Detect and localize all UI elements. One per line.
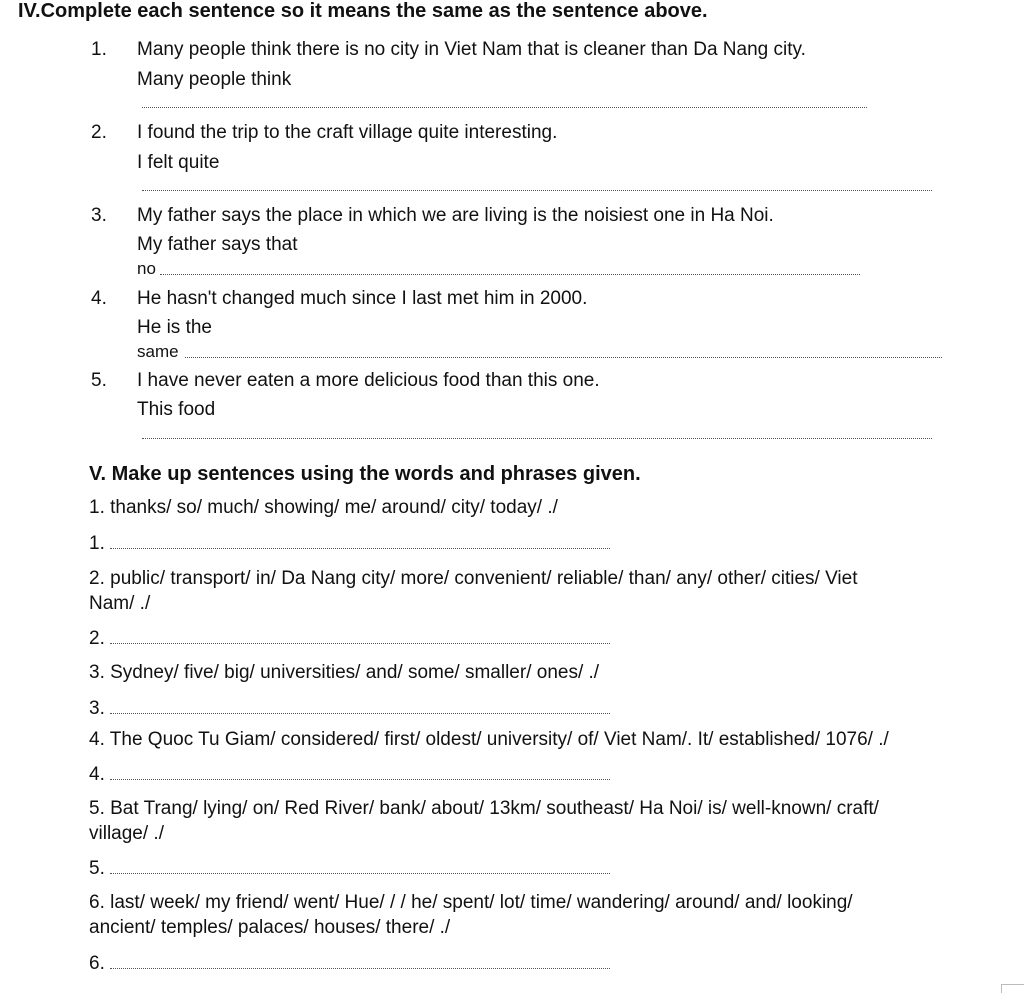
answer-line[interactable] (110, 779, 610, 780)
answer-number: 6. (89, 953, 105, 974)
answer-line[interactable] (110, 968, 610, 969)
section-5-heading: V. Make up sentences using the words and phrases given. (89, 463, 641, 485)
rewrite-start: Many people think (137, 69, 292, 90)
original-sentence: I found the trip to the craft village quite interesting. (137, 122, 558, 143)
answer-prompt: no (137, 259, 156, 278)
section-4-heading: IV.Complete each sentence so it means the same as the sentence above. (18, 0, 708, 22)
rewrite-start: My father says that (137, 234, 298, 255)
item-number: 4. (91, 288, 107, 309)
rewrite-start: This food (137, 399, 216, 420)
answer-line[interactable] (142, 107, 867, 108)
prompt-words: 1. thanks/ so/ much/ showing/ me/ around/ city/ today/ ./ (89, 497, 558, 518)
item-number: 2. (91, 122, 107, 143)
item-number: 5. (91, 370, 107, 391)
rewrite-start: I felt quite (137, 152, 220, 173)
answer-line[interactable] (142, 190, 932, 191)
answer-number: 3. (89, 698, 105, 719)
page-corner (1001, 984, 1024, 993)
answer-prompt: same (137, 342, 179, 361)
answer-line[interactable] (160, 274, 860, 275)
prompt-words-continued: village/ ./ (89, 823, 164, 844)
rewrite-start: He is the (137, 317, 212, 338)
answer-line[interactable] (110, 713, 610, 714)
answer-line[interactable] (185, 357, 942, 358)
answer-line[interactable] (110, 873, 610, 874)
prompt-words: 6. last/ week/ my friend/ went/ Hue/ / / he/ spent/ lot/ time/ wandering/ around/ and/ looking/ (89, 892, 853, 913)
item-number: 3. (91, 205, 107, 226)
original-sentence: Many people think there is no city in Viet Nam that is cleaner than Da Nang city. (137, 39, 806, 60)
prompt-words: 4. The Quoc Tu Giam/ considered/ first/ oldest/ university/ of/ Viet Nam/. It/ established/ 1076/ ./ (89, 729, 889, 750)
answer-line[interactable] (110, 643, 610, 644)
prompt-words: 5. Bat Trang/ lying/ on/ Red River/ bank/ about/ 13km/ southeast/ Ha Noi/ is/ well-known/ craft/ (89, 798, 879, 819)
prompt-words: 3. Sydney/ five/ big/ universities/ and/ some/ smaller/ ones/ ./ (89, 662, 600, 683)
original-sentence: I have never eaten a more delicious food than this one. (137, 370, 600, 391)
prompt-words: 2. public/ transport/ in/ Da Nang city/ more/ convenient/ reliable/ than/ any/ other/ cities/ Viet (89, 568, 858, 589)
prompt-words-continued: ancient/ temples/ palaces/ houses/ there/ ./ (89, 917, 451, 938)
answer-line[interactable] (142, 438, 932, 439)
answer-number: 1. (89, 533, 105, 554)
answer-line[interactable] (110, 548, 610, 549)
prompt-words-continued: Nam/ ./ (89, 593, 151, 614)
answer-number: 2. (89, 628, 105, 649)
item-number: 1. (91, 39, 107, 60)
original-sentence: My father says the place in which we are living is the noisiest one in Ha Noi. (137, 205, 774, 226)
answer-number: 5. (89, 858, 105, 879)
original-sentence: He hasn't changed much since I last met him in 2000. (137, 288, 588, 309)
answer-number: 4. (89, 764, 105, 785)
